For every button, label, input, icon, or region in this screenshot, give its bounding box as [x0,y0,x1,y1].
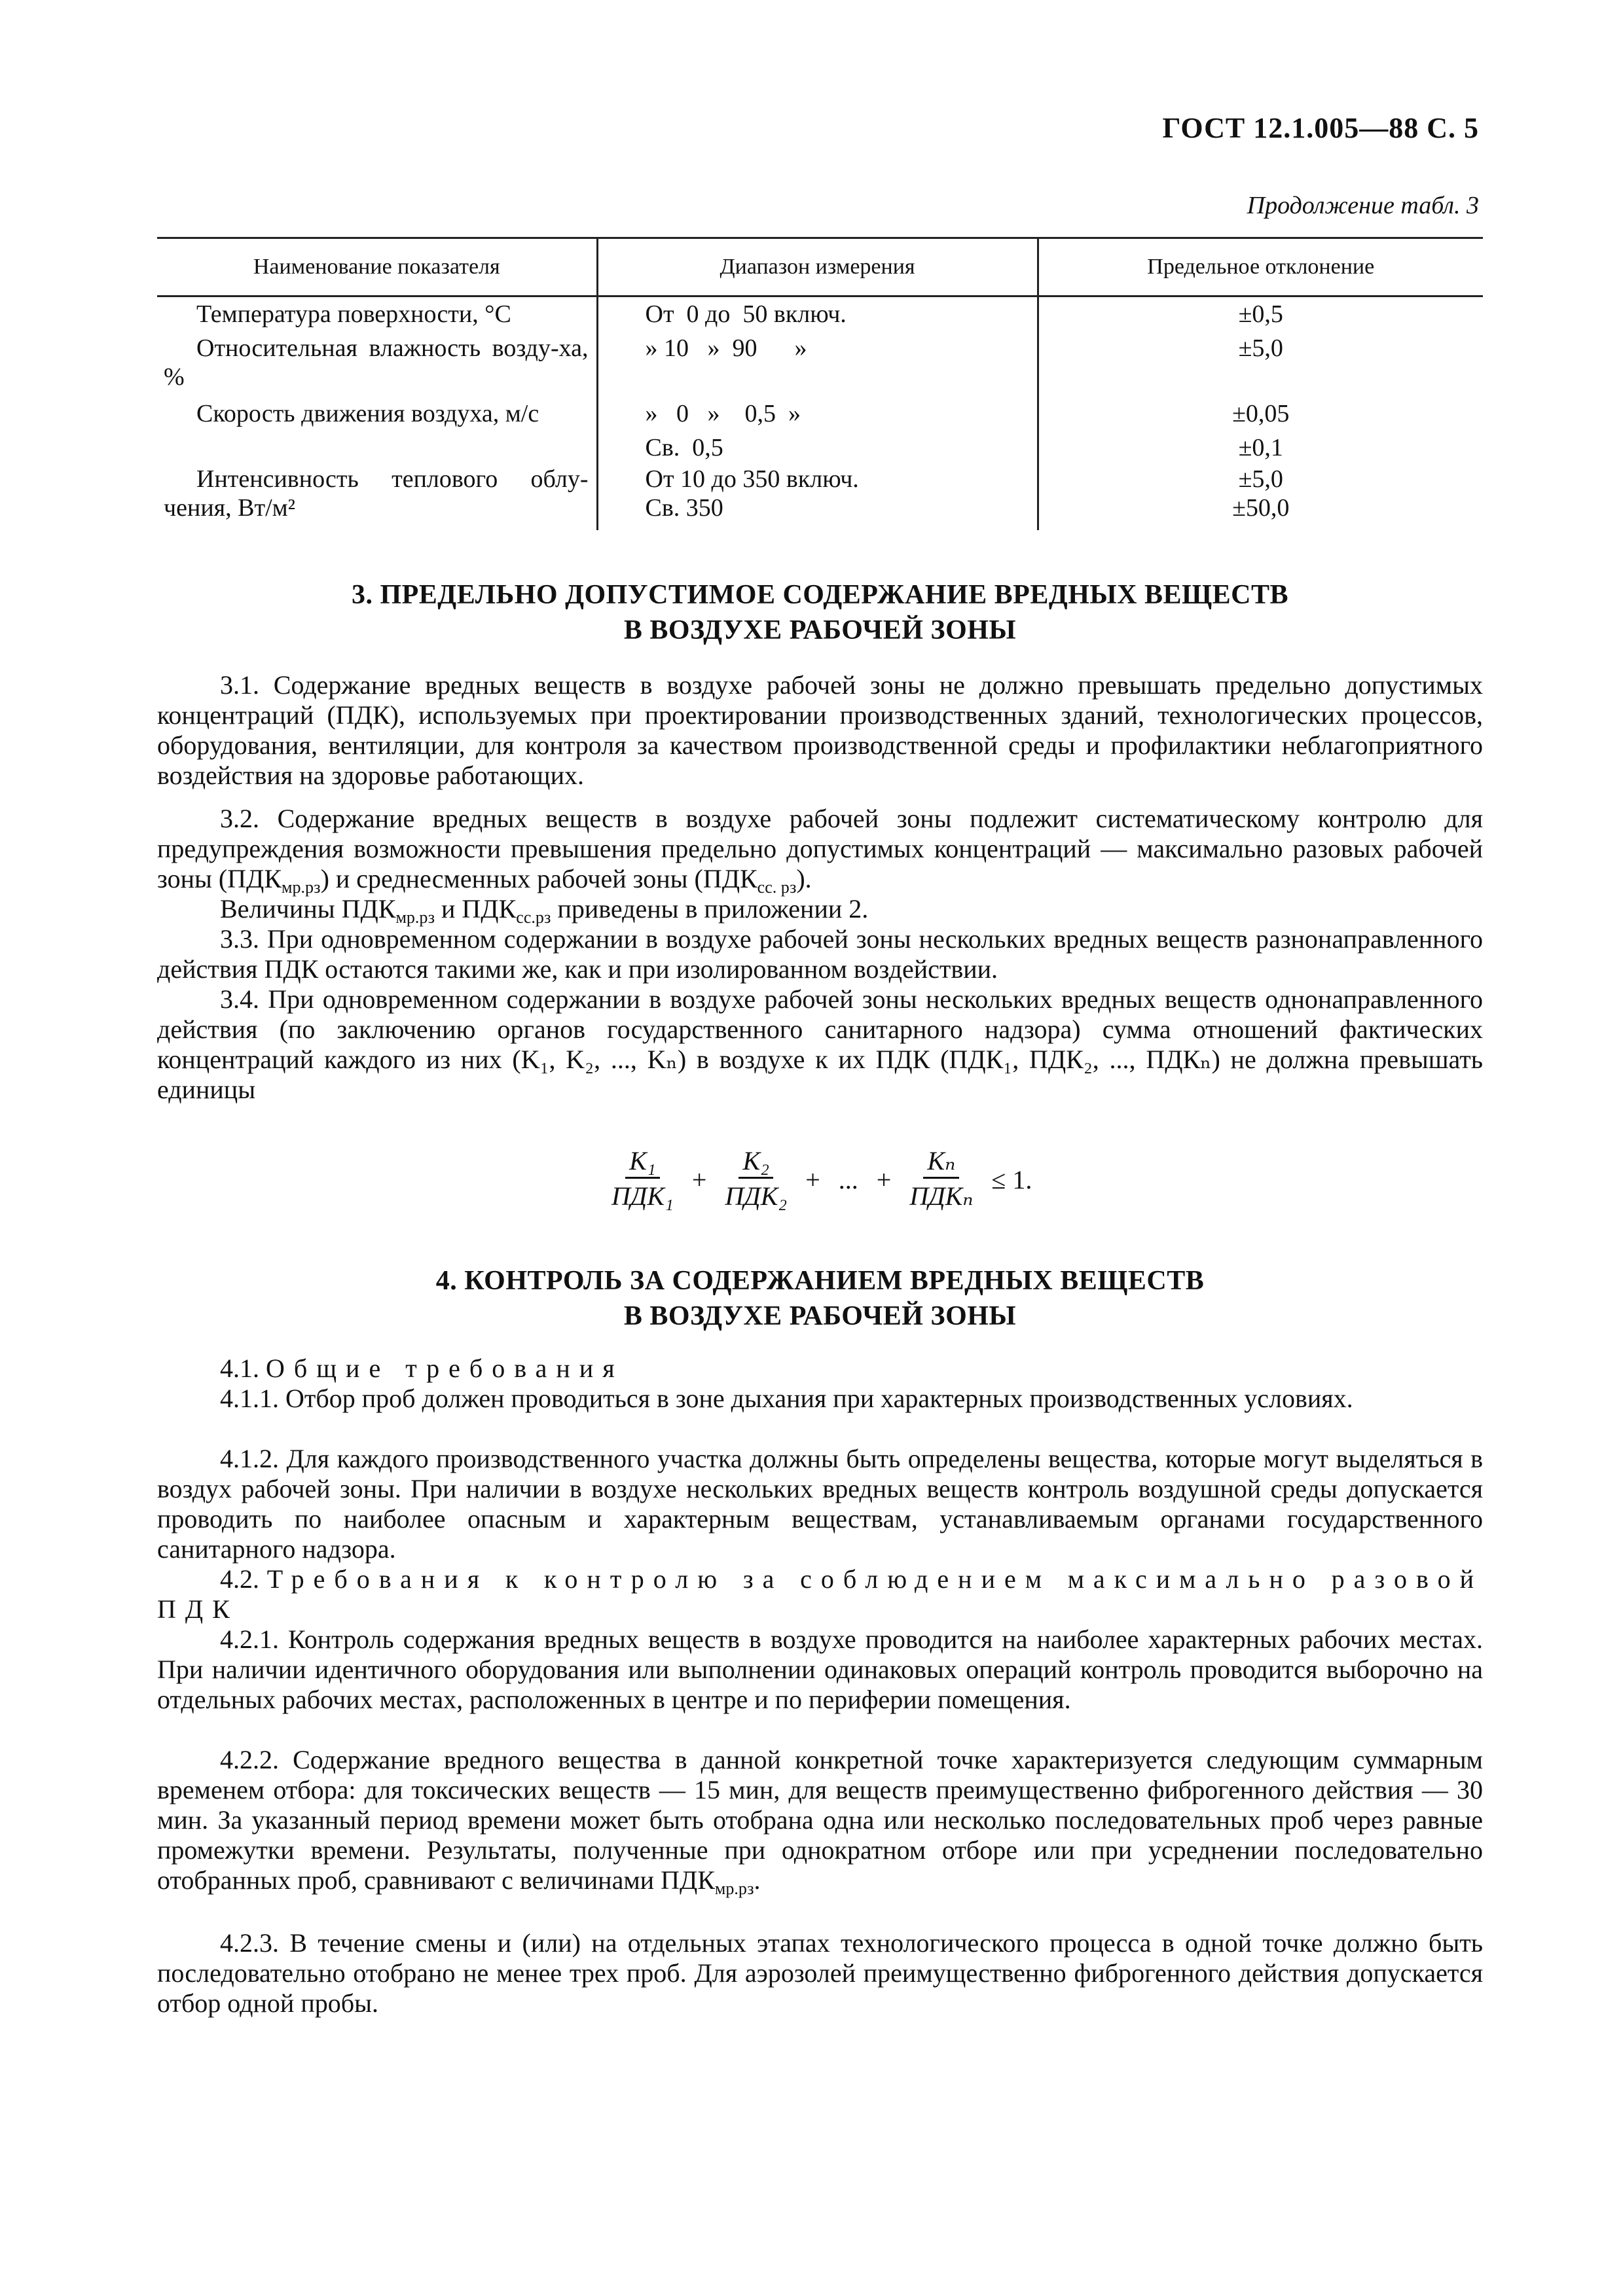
summation-formula [602,1145,1041,1214]
limit-deviation: ±5,0 ±50,0 [1038,462,1483,530]
paragraph-3-2-values [157,894,1483,927]
paragraph-4-2-2 [157,1745,1483,1898]
section-3-heading [157,577,1483,648]
column-header: Наименование показателя [157,238,597,296]
text-run: 4.2.2. Содержание вредного вещества в данной конкретной точке характеризуется следующим суммарным временем отбора: для токсических веществ — 15 мин, для веществ преимущественно фиброгенного действия — 30 мин. За указанный период времени может быть отобрана одна или несколько последовательных проб через равные промежутки времени. Результаты, полученные при однократном отборе или при усреднении последовательно отобранных проб, сравнивают с величинами ПДК [157,1745,1483,1895]
section-number: 4.1. [220,1354,259,1383]
paragraph-3-3: 3.3. При одновременном содержании в воздухе рабочей зоны нескольких вредных веществ разнонаправленного действия ПДК остаются такими же, как и при изолированном воздействии. [157,924,1483,984]
table-header-row [157,238,1483,296]
denominator: ПДК₂ [725,1181,788,1211]
table-row [157,397,1483,431]
section-3-title-line2: В ВОЗДУХЕ РАБОЧЕЙ ЗОНЫ [623,615,1017,645]
measurement-table [157,237,1483,530]
text-run: Величины ПДК [220,894,396,924]
table-row [157,296,1483,332]
table-row [157,462,1483,530]
column-header: Диапазон измерения [597,238,1038,296]
subscript: мр.рз [714,1879,754,1898]
text-run: ). [796,864,812,893]
paragraph-4-1-2: 4.1.2. Для каждого производственного участка должны быть определены вещества, которые могут выделяться в воздух рабочей зоны. При наличии в воздухе нескольких вредных веществ контроль воздушной среды допускается проводить по наиболее опасным и характерным веществам, устанавливаемым органами государственного санитарного надзора. [157,1444,1483,1564]
measure-range: » 0 » 0,5 » [597,397,1038,431]
paragraph-3-2 [157,804,1483,897]
plus-sign: + [876,1165,892,1194]
table-caption: Продолжение табл. 3 [1247,192,1479,219]
section-3-title-line1: 3. ПРЕДЕЛЬНО ДОПУСТИМОЕ СОДЕРЖАНИЕ ВРЕДНЫХ ВЕЩЕСТВ [351,580,1289,610]
text-run: ) и среднесменных рабочей зоны (ПДК [320,864,757,893]
denominator: ПДКₙ [909,1181,974,1211]
paragraph-4-2-1: 4.2.1. Контроль содержания вредных веществ в воздухе проводится на наиболее характерных рабочих местах. При наличии идентичного оборудования или выполнении одинаковых операций контроль проводится выборочно на отдельных рабочих местах, расположенных в центре и по периферии помещения. [157,1624,1483,1714]
table-row [157,331,1483,397]
fraction [721,1145,791,1214]
measure-range: От 0 до 50 включ. [597,296,1038,332]
column-header: Предельное отклонение [1038,238,1483,296]
subsection-title: Требования к контролю за соблюдением максимально разовой ПДК [157,1564,1484,1624]
subsection-title: Общие требования [266,1354,624,1383]
relation: ≤ 1. [991,1165,1032,1194]
limit-deviation: ±0,1 [1038,431,1483,462]
subscript: сс. рз [757,878,797,897]
subsection-4-1-title [157,1354,1483,1384]
plus-sign: + [691,1165,707,1194]
numerator: K₁ [625,1145,660,1179]
indicator-name: Скорость движения воздуха, м/с [196,400,539,427]
limit-deviation: ±5,0 [1038,331,1483,397]
table-row [157,431,1483,462]
numerator: K₂ [739,1145,773,1179]
numerator: Kₙ [923,1145,959,1179]
section-4-title-line2: В ВОЗДУХЕ РАБОЧЕЙ ЗОНЫ [623,1301,1017,1331]
subsection-4-2-title [157,1564,1483,1624]
text-run: приведены в приложении 2. [551,894,869,924]
section-number: 4.2. [220,1564,259,1594]
ellipsis: ... [838,1165,858,1194]
paragraph-3-1: 3.1. Содержание вредных веществ в воздухе рабочей зоны не должно превышать предельно допустимых концентраций (ПДК), используемых при проектировании производственных зданий, технологических процессов, оборудования, вентиляции, для контроля за качеством производственной среды и профилактики неблагоприятного воздействия на здоровье работающих. [157,670,1483,790]
limit-deviation: ±0,5 [1038,296,1483,332]
indicator-name: Интенсивность теплового облу-чения, Вт/м² [164,465,589,522]
fraction [608,1145,678,1214]
indicator-name [157,431,597,462]
paragraph-3-4: 3.4. При одновременном содержании в воздухе рабочей зоны нескольких вредных веществ однонаправленного действия (по заключению органов государственного санитарного надзора) сумма отношений фактических концентраций каждого из них (K₁, K₂, ..., Kₙ) в воздухе к их ПДК (ПДК₁, ПДК₂, ..., ПДКₙ) не должна превышать единицы [157,984,1483,1104]
paragraph-4-2-3: 4.2.3. В течение смены и (или) на отдельных этапах технологического процесса в одной точке должно быть последовательно отобрано не менее трех проб. Для аэрозолей преимущественно фиброгенного действия допускается отбор одной пробы. [157,1928,1483,2018]
fraction [905,1145,977,1214]
subscript: мр.рз [395,908,435,927]
plus-sign: + [805,1165,820,1194]
section-4-title-line1: 4. КОНТРОЛЬ ЗА СОДЕРЖАНИЕМ ВРЕДНЫХ ВЕЩЕСТВ [435,1266,1205,1296]
measure-range: » 10 » 90 » [597,331,1038,397]
denominator: ПДК₁ [611,1181,674,1211]
page-header: ГОСТ 12.1.005—88 С. 5 [1162,112,1479,144]
indicator-name: Температура поверхности, °С [196,300,511,328]
measure-range: Св. 0,5 [597,431,1038,462]
text-run: . [754,1865,761,1895]
text-run: 3.2. Содержание вредных веществ в воздухе рабочей зоны подлежит систематическому контролю для предупреждения возможности превышения предельно допустимых концентраций — максимально разовых рабочей зоны (ПДК [157,804,1483,893]
section-4-heading [157,1263,1483,1334]
subscript: сс.рз [516,908,551,927]
indicator-name: Относительная влажность возду-ха, % [164,334,589,391]
limit-deviation: ±0,05 [1038,397,1483,431]
text-run: и ПДК [435,894,517,924]
paragraph-4-1-1: 4.1.1. Отбор проб должен проводиться в зоне дыхания при характерных производственных условиях. [220,1384,1353,1413]
subscript: мр.рз [282,878,321,897]
measure-range: От 10 до 350 включ. Св. 350 [597,462,1038,530]
